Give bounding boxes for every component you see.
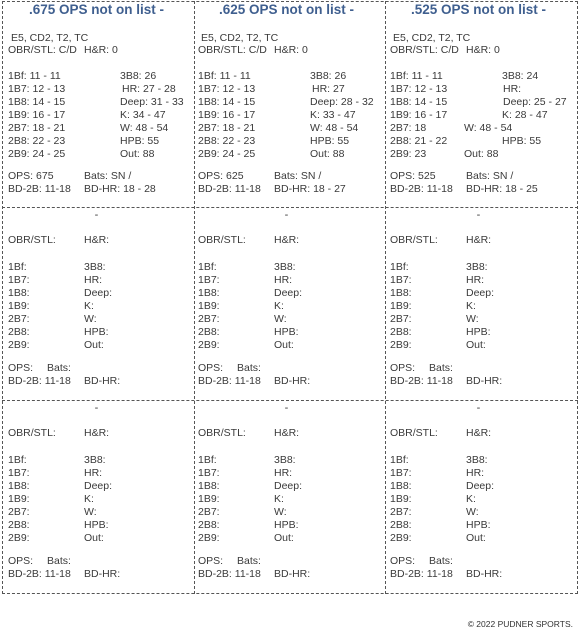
- stat-left-4: 2B7:: [8, 313, 30, 325]
- stat-left-6: 2B9:: [8, 339, 30, 351]
- bats-value: Bats:: [429, 362, 453, 374]
- bd-hr-range: BD-HR:: [84, 375, 121, 387]
- stat-right-5: HPB: 55: [502, 135, 542, 147]
- bats-value: Bats: SN /: [466, 170, 514, 182]
- stat-right-4: W:: [466, 313, 479, 325]
- stat-left-2: 1B8: 14 - 15: [198, 96, 256, 108]
- stat-left-2: 1B8:: [390, 480, 412, 492]
- stat-right-1: HR:: [466, 467, 485, 479]
- stat-left-5: 2B8:: [8, 326, 30, 338]
- stat-left-5: 2B8: 22 - 23: [8, 135, 66, 147]
- stat-right-2: Deep:: [466, 287, 495, 299]
- obr-stl-label: OBR/STL:: [198, 427, 246, 439]
- stat-right-5: HPB:: [84, 326, 109, 338]
- stat-right-6: Out:: [466, 339, 486, 351]
- stat-right-2: Deep:: [274, 287, 303, 299]
- stat-left-6: 2B9: 24 - 25: [8, 148, 66, 160]
- bd-hr-range: BD-HR: 18 - 28: [84, 183, 156, 195]
- stat-right-6: Out: 88: [120, 148, 155, 160]
- ops-value: OPS:: [390, 362, 416, 374]
- stat-right-5: HPB: 55: [120, 135, 160, 147]
- bats-value: Bats:: [429, 555, 453, 567]
- stat-right-3: K: 34 - 47: [120, 109, 166, 121]
- bats-value: Bats:: [237, 362, 261, 374]
- stat-left-4: 2B7:: [8, 506, 30, 518]
- stat-right-2: Deep: 25 - 27: [503, 96, 567, 108]
- card-subtitle: E5, CD2, T2, TC: [201, 32, 279, 44]
- stat-left-4: 2B7: 18 - 21: [198, 122, 256, 134]
- stat-left-3: 1B9:: [390, 493, 412, 505]
- stat-left-1: 1B7:: [8, 467, 30, 479]
- bd-hr-range: BD-HR:: [466, 568, 503, 580]
- stat-right-3: K:: [466, 493, 476, 505]
- bd-2b-range: BD-2B: 11-18: [198, 568, 261, 580]
- obr-stl-label: OBR/STL:: [198, 234, 246, 246]
- stat-left-6: 2B9:: [198, 339, 220, 351]
- ops-value: OPS:: [390, 555, 416, 567]
- stat-right-3: K: 28 - 47: [502, 109, 548, 121]
- hit-and-run-label: H&R:: [84, 427, 110, 439]
- stat-left-1: 1B7:: [8, 274, 30, 286]
- stat-right-3: K:: [84, 493, 94, 505]
- stat-left-0: 1Bf:: [198, 454, 217, 466]
- stat-right-2: Deep: 28 - 32: [310, 96, 374, 108]
- stat-right-1: HR:: [466, 274, 485, 286]
- stat-left-4: 2B7:: [198, 313, 220, 325]
- stat-left-0: 1Bf:: [390, 454, 409, 466]
- hit-and-run-label: H&R:: [466, 427, 492, 439]
- stat-right-2: Deep:: [84, 480, 113, 492]
- card-title-placeholder: -: [284, 402, 289, 414]
- stat-left-1: 1B7:: [198, 274, 220, 286]
- bats-value: Bats:: [47, 555, 71, 567]
- stat-left-6: 2B9: 23: [390, 148, 427, 160]
- stat-left-6: 2B9:: [8, 532, 30, 544]
- stat-left-0: 1Bf:: [8, 454, 27, 466]
- stat-right-1: HR:: [84, 467, 103, 479]
- stat-right-1: HR:: [274, 467, 293, 479]
- ops-value: OPS:: [8, 555, 34, 567]
- stat-right-3: K: 33 - 47: [310, 109, 356, 121]
- stat-left-2: 1B8: 14 - 15: [8, 96, 66, 108]
- stat-left-3: 1B9:: [198, 300, 220, 312]
- hit-and-run-label: H&R:: [84, 234, 110, 246]
- stat-right-0: 3B8:: [84, 454, 106, 466]
- stat-left-5: 2B8: 21 - 22: [390, 135, 448, 147]
- stat-right-1: HR: 27: [312, 83, 345, 95]
- stat-left-0: 1Bf:: [198, 261, 217, 273]
- stat-right-2: Deep:: [466, 480, 495, 492]
- row-divider: [2, 400, 578, 401]
- stat-left-3: 1B9:: [8, 493, 30, 505]
- stat-right-1: HR:: [274, 274, 293, 286]
- stat-right-5: HPB:: [274, 519, 299, 531]
- stat-left-0: 1Bf: 11 - 11: [390, 70, 443, 82]
- stat-left-5: 2B8:: [8, 519, 30, 531]
- stat-right-4: W:: [84, 313, 97, 325]
- stat-right-5: HPB:: [466, 326, 491, 338]
- obr-stl-label: OBR/STL: C/D: [198, 44, 267, 56]
- stat-left-0: 1Bf:: [390, 261, 409, 273]
- stat-left-3: 1B9:: [8, 300, 30, 312]
- ops-value: OPS: 625: [198, 170, 244, 182]
- stat-left-1: 1B7: 12 - 13: [8, 83, 66, 95]
- stat-left-3: 1B9: 16 - 17: [8, 109, 66, 121]
- stat-right-2: Deep:: [84, 287, 113, 299]
- stat-right-4: W: 48 - 54: [120, 122, 169, 134]
- stat-right-2: Deep: 31 - 33: [120, 96, 184, 108]
- stat-left-1: 1B7:: [390, 467, 412, 479]
- hit-and-run-label: H&R: 0: [274, 44, 308, 56]
- stat-right-1: HR:: [84, 274, 103, 286]
- bd-2b-range: BD-2B: 11-18: [8, 375, 71, 387]
- ops-value: OPS: 675: [8, 170, 54, 182]
- stat-left-5: 2B8:: [198, 326, 220, 338]
- hit-and-run-label: H&R: 0: [466, 44, 500, 56]
- bd-2b-range: BD-2B: 11-18: [8, 183, 71, 195]
- stat-left-0: 1Bf:: [8, 261, 27, 273]
- stat-right-6: Out: 88: [464, 148, 499, 160]
- stat-right-6: Out: 88: [310, 148, 345, 160]
- stat-left-3: 1B9:: [198, 493, 220, 505]
- stat-right-5: HPB:: [274, 326, 299, 338]
- stat-left-5: 2B8:: [390, 326, 412, 338]
- card-title-placeholder: -: [284, 209, 289, 221]
- ops-value: OPS:: [198, 555, 224, 567]
- stat-left-5: 2B8:: [198, 519, 220, 531]
- stat-left-5: 2B8:: [390, 519, 412, 531]
- stat-right-0: 3B8: 24: [502, 70, 539, 82]
- stat-left-6: 2B9: 24 - 25: [198, 148, 256, 160]
- stat-right-4: W:: [274, 506, 287, 518]
- stat-left-4: 2B7:: [390, 506, 412, 518]
- hit-and-run-label: H&R: 0: [84, 44, 118, 56]
- bd-hr-range: BD-HR:: [274, 375, 311, 387]
- stat-right-2: Deep:: [274, 480, 303, 492]
- stat-right-3: K:: [84, 300, 94, 312]
- copyright-footer: © 2022 PUDNER SPORTS.: [467, 619, 573, 629]
- stat-right-0: 3B8: 26: [120, 70, 157, 82]
- stat-left-2: 1B8: 14 - 15: [390, 96, 448, 108]
- stat-left-6: 2B9:: [198, 532, 220, 544]
- bd-2b-range: BD-2B: 11-18: [198, 183, 261, 195]
- stat-left-4: 2B7:: [390, 313, 412, 325]
- stat-right-4: W:: [466, 506, 479, 518]
- card-subtitle: E5, CD2, T2, TC: [393, 32, 471, 44]
- stat-right-0: 3B8:: [466, 261, 488, 273]
- card-title-placeholder: -: [476, 402, 481, 414]
- card-subtitle: E5, CD2, T2, TC: [11, 32, 89, 44]
- row-divider: [2, 207, 578, 208]
- stat-right-4: W: 48 - 54: [464, 122, 513, 134]
- stat-right-0: 3B8:: [466, 454, 488, 466]
- stat-left-0: 1Bf: 11 - 11: [198, 70, 251, 82]
- stat-right-6: Out:: [466, 532, 486, 544]
- stat-right-0: 3B8:: [274, 261, 296, 273]
- bd-hr-range: BD-HR:: [84, 568, 121, 580]
- card-title: .625 OPS not on list -: [218, 2, 355, 17]
- obr-stl-label: OBR/STL: C/D: [390, 44, 459, 56]
- stat-left-5: 2B8: 22 - 23: [198, 135, 256, 147]
- stat-left-1: 1B7: 12 - 13: [390, 83, 448, 95]
- bd-hr-range: BD-HR:: [466, 375, 503, 387]
- stat-left-1: 1B7:: [198, 467, 220, 479]
- bats-value: Bats:: [47, 362, 71, 374]
- stat-right-6: Out:: [84, 532, 104, 544]
- stat-right-3: K:: [466, 300, 476, 312]
- stat-right-3: K:: [274, 493, 284, 505]
- card-title: .675 OPS not on list -: [28, 2, 165, 17]
- bd-2b-range: BD-2B: 11-18: [8, 568, 71, 580]
- bd-2b-range: BD-2B: 11-18: [198, 375, 261, 387]
- hit-and-run-label: H&R:: [466, 234, 492, 246]
- obr-stl-label: OBR/STL:: [390, 427, 438, 439]
- bd-2b-range: BD-2B: 11-18: [390, 375, 453, 387]
- card-title-placeholder: -: [94, 209, 99, 221]
- stat-right-1: HR:: [503, 83, 522, 95]
- column-divider: [194, 1, 195, 594]
- stat-left-4: 2B7:: [198, 506, 220, 518]
- obr-stl-label: OBR/STL:: [8, 427, 56, 439]
- card-title-placeholder: -: [94, 402, 99, 414]
- stat-right-5: HPB: 55: [310, 135, 350, 147]
- stat-right-3: K:: [274, 300, 284, 312]
- card-title: .525 OPS not on list -: [410, 2, 547, 17]
- stat-left-2: 1B8:: [8, 480, 30, 492]
- stat-right-4: W: 48 - 54: [310, 122, 359, 134]
- bd-hr-range: BD-HR: 18 - 25: [466, 183, 538, 195]
- stat-left-3: 1B9: 16 - 17: [390, 109, 448, 121]
- hit-and-run-label: H&R:: [274, 427, 300, 439]
- stat-left-2: 1B8:: [8, 287, 30, 299]
- stat-right-1: HR: 27 - 28: [122, 83, 176, 95]
- stat-left-3: 1B9: 16 - 17: [198, 109, 256, 121]
- bd-2b-range: BD-2B: 11-18: [390, 568, 453, 580]
- stat-right-0: 3B8:: [84, 261, 106, 273]
- obr-stl-label: OBR/STL:: [8, 234, 56, 246]
- bats-value: Bats: SN /: [84, 170, 132, 182]
- hit-and-run-label: H&R:: [274, 234, 300, 246]
- obr-stl-label: OBR/STL: C/D: [8, 44, 77, 56]
- stat-right-5: HPB:: [466, 519, 491, 531]
- stat-left-2: 1B8:: [198, 287, 220, 299]
- bats-value: Bats:: [237, 555, 261, 567]
- stat-left-6: 2B9:: [390, 339, 412, 351]
- bd-hr-range: BD-HR:: [274, 568, 311, 580]
- obr-stl-label: OBR/STL:: [390, 234, 438, 246]
- bd-2b-range: BD-2B: 11-18: [390, 183, 453, 195]
- stat-right-6: Out:: [274, 339, 294, 351]
- stat-left-4: 2B7: 18: [390, 122, 427, 134]
- bd-hr-range: BD-HR: 18 - 27: [274, 183, 346, 195]
- stat-left-2: 1B8:: [198, 480, 220, 492]
- ops-value: OPS: 525: [390, 170, 436, 182]
- bats-value: Bats: SN /: [274, 170, 322, 182]
- stat-left-6: 2B9:: [390, 532, 412, 544]
- stat-left-2: 1B8:: [390, 287, 412, 299]
- stat-left-3: 1B9:: [390, 300, 412, 312]
- ops-value: OPS:: [8, 362, 34, 374]
- stat-right-4: W:: [274, 313, 287, 325]
- stat-right-0: 3B8: 26: [310, 70, 347, 82]
- stat-left-1: 1B7: 12 - 13: [198, 83, 256, 95]
- ops-value: OPS:: [198, 362, 224, 374]
- stat-right-6: Out:: [274, 532, 294, 544]
- stat-left-1: 1B7:: [390, 274, 412, 286]
- stat-right-5: HPB:: [84, 519, 109, 531]
- stat-right-4: W:: [84, 506, 97, 518]
- stat-left-0: 1Bf: 11 - 11: [8, 70, 61, 82]
- stat-right-6: Out:: [84, 339, 104, 351]
- stat-left-4: 2B7: 18 - 21: [8, 122, 66, 134]
- stat-right-0: 3B8:: [274, 454, 296, 466]
- card-title-placeholder: -: [476, 209, 481, 221]
- column-divider: [385, 1, 386, 594]
